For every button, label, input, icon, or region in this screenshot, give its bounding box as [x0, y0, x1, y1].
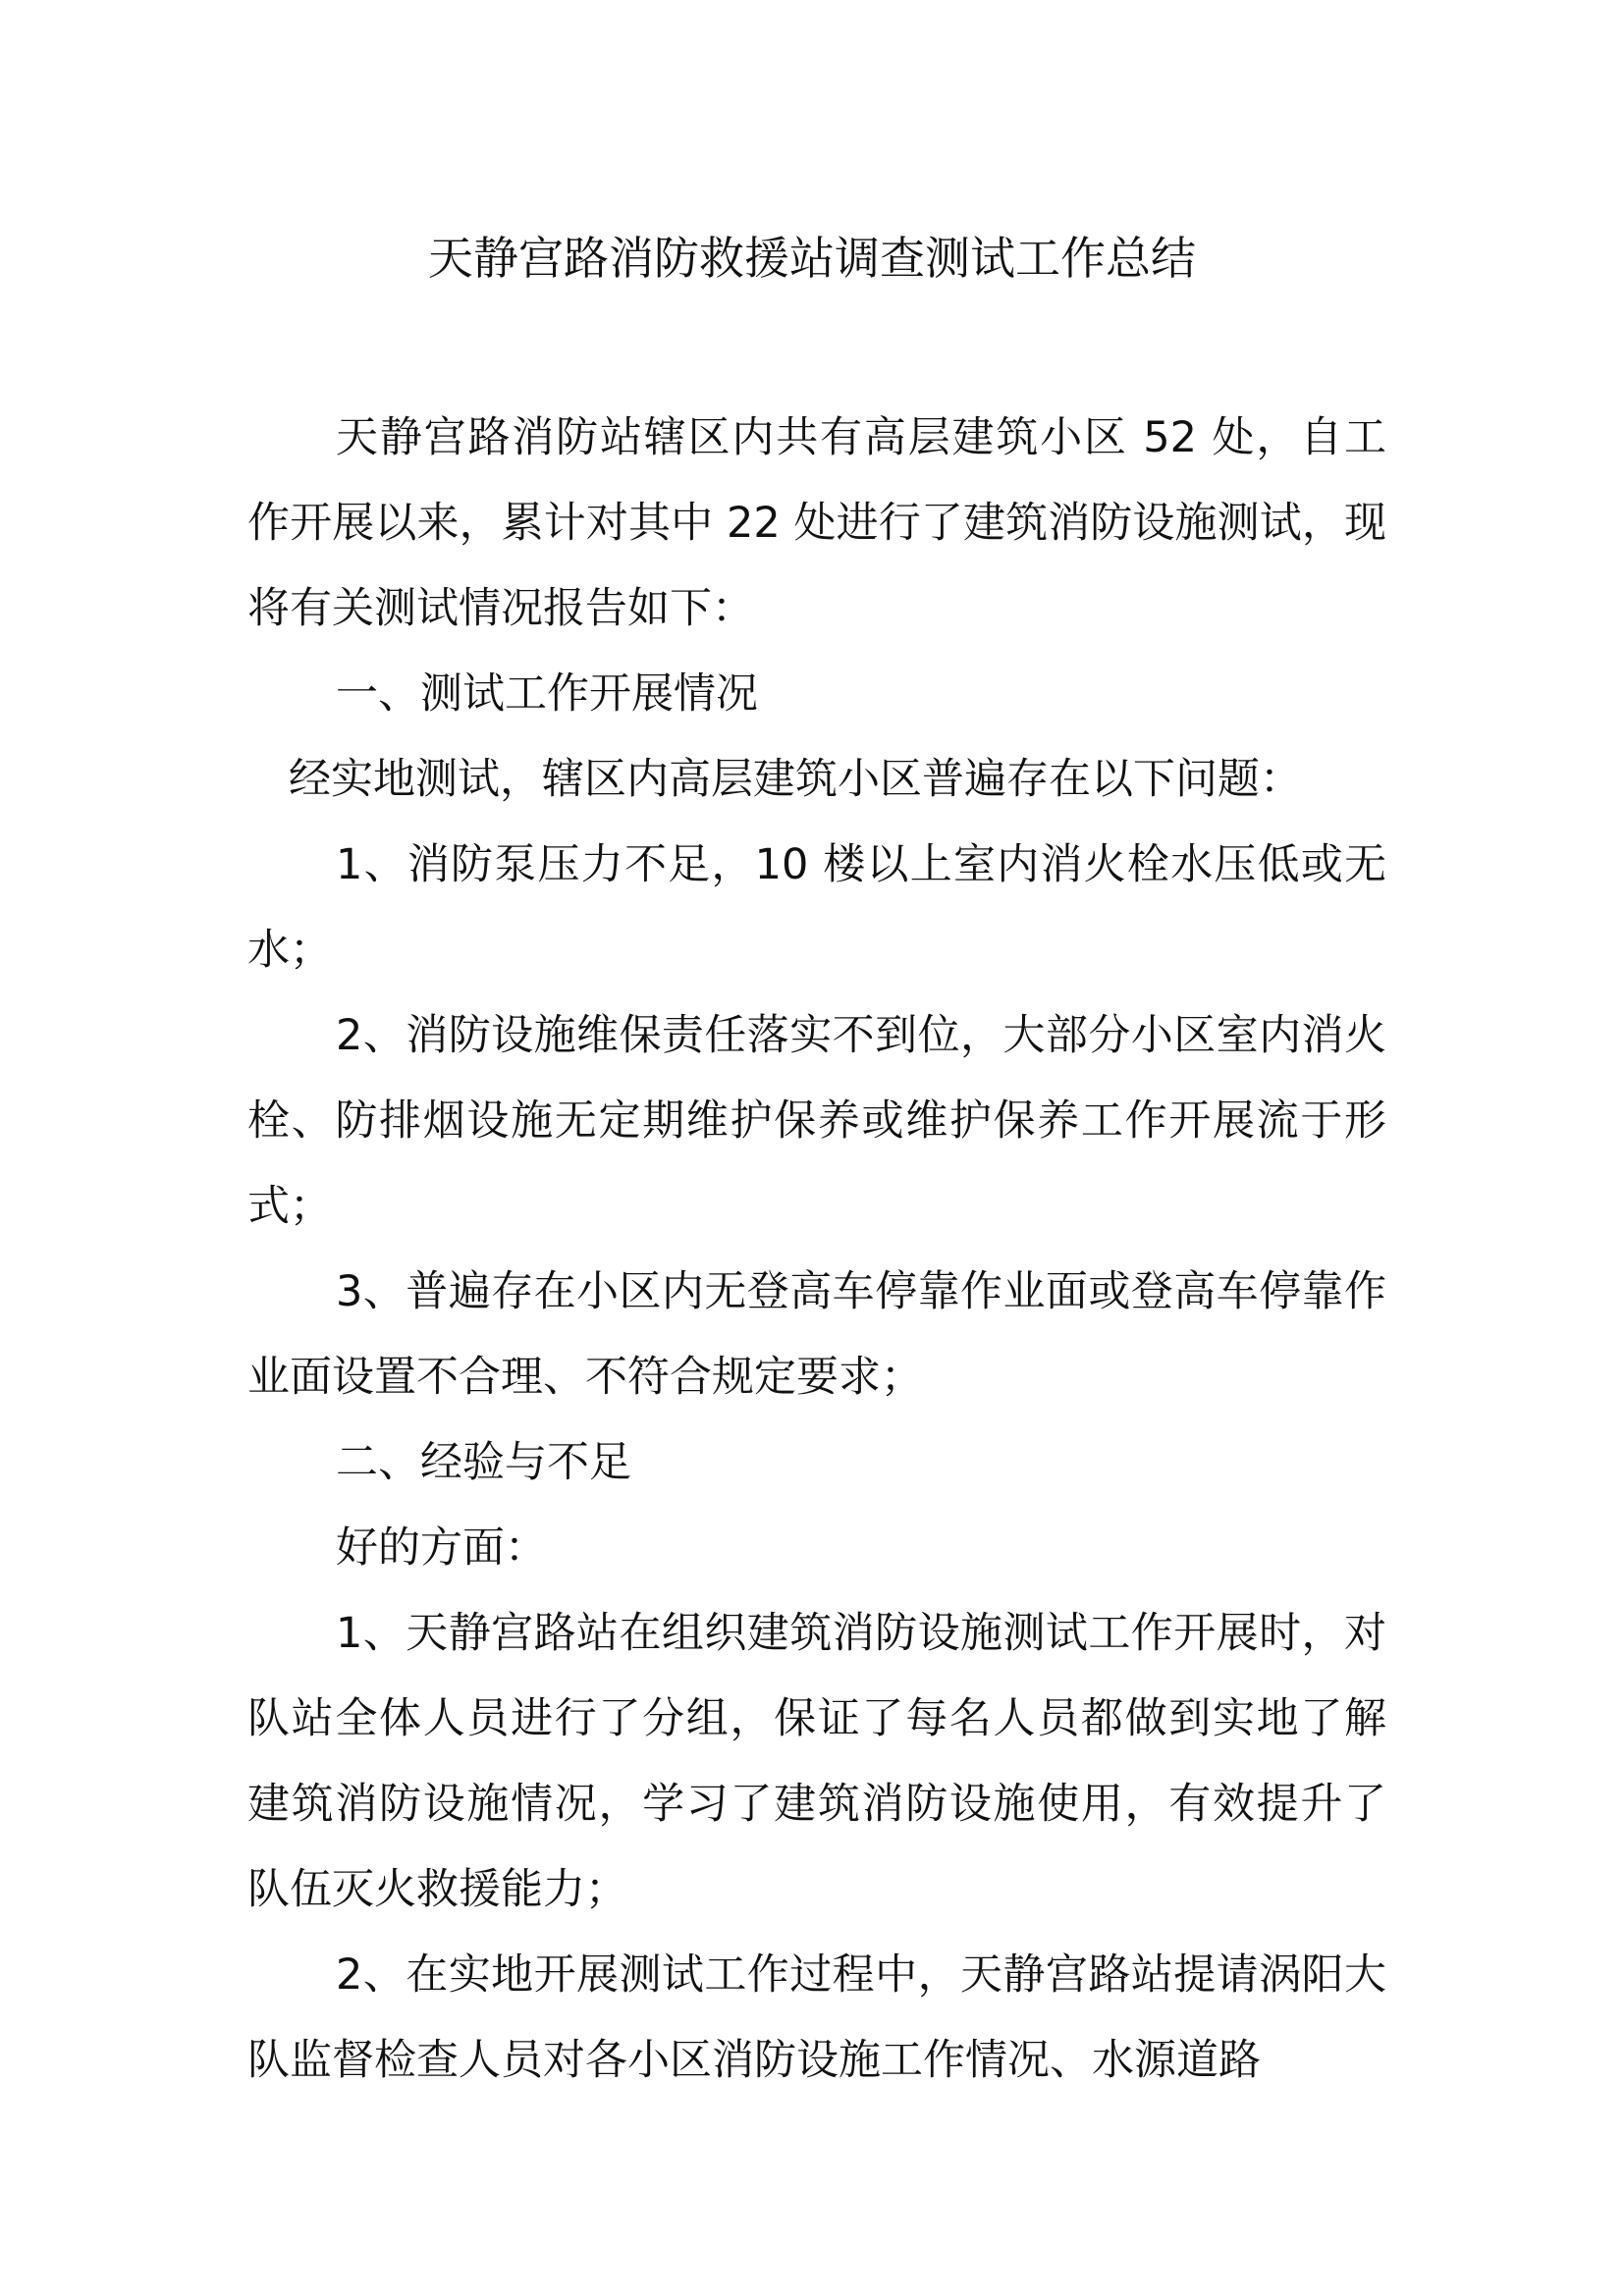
list-item-problem-2: 2、消防设施维保责任落实不到位，大部分小区室内消火栓、防排烟设施无定期维护保养或维护保养工作开展流于形式；: [247, 1011, 1386, 1231]
section-heading-2: 二、经验与不足: [336, 1438, 631, 1487]
section-heading-1: 一、测试工作开展情况: [336, 669, 758, 719]
document-body: [247, 396, 1386, 2104]
list-item-problem-3: 3、普遍存在小区内无登高车停靠作业面或登高车停靠作业面设置不合理、不符合规定要求；: [247, 1267, 1386, 1402]
paragraph-intro: 天静宫路消防站辖区内共有高层建筑小区 52 处，自工作开展以来，累计对其中 22 处进行了建筑消防设施测试，现将有关测试情况报告如下：: [247, 413, 1386, 633]
list-item-good-1: 1、天静宫路站在组织建筑消防设施测试工作开展时，对队站全体人员进行了分组，保证了每名人员都做到实地了解建筑消防设施情况，学习了建筑消防设施使用，有效提升了队伍灭火救援能力；: [247, 1609, 1386, 1914]
list-item-problem-1: 1、消防泵压力不足，10 楼以上室内消火栓水压低或无水；: [247, 840, 1386, 975]
paragraph-findings-lead: 经实地测试，辖区内高层建筑小区普遍存在以下问题：: [289, 755, 1302, 804]
document-title: 天静宫路消防救援站调查测试工作总结: [428, 232, 1196, 285]
list-item-good-2: 2、在实地开展测试工作过程中，天静宫路站提请涡阳大队监督检查人员对各小区消防设施工作情况、水源道路: [247, 1950, 1386, 2085]
subheading-good-aspects: 好的方面：: [336, 1523, 547, 1573]
